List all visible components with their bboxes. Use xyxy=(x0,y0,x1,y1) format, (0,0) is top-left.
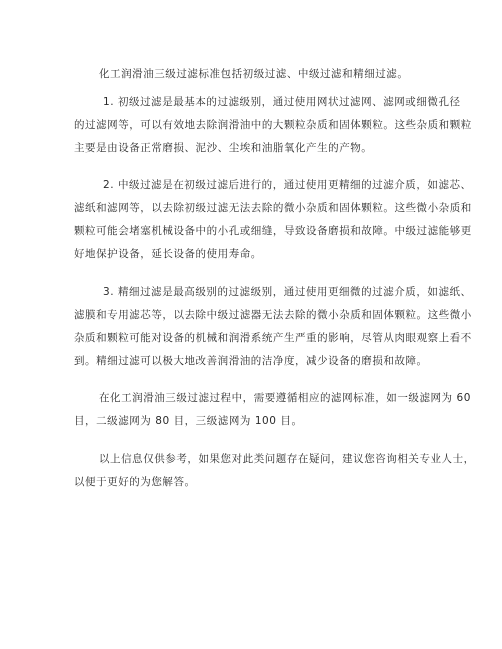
paragraph-3-line: 滤膜和专用滤芯等，以去除中级过滤器无法去除的微小杂质和固体颗粒。这些微小 xyxy=(74,309,472,321)
paragraph-2-line: 2. 中级过滤是在初级过滤后进行的，通过使用更精细的过滤介质，如滤芯、 xyxy=(103,179,472,191)
paragraph-4-line: 在化工润滑油三级过滤过程中，需要遵循相应的滤网标准，如一级滤网为 60 xyxy=(99,392,471,404)
paragraph-4-line: 目，二级滤网为 80 目，三级滤网为 100 目。 xyxy=(74,415,303,427)
paragraph-3-line: 3. 精细过滤是最高级别的过滤级别，通过使用更细微的过滤介质，如滤纸、 xyxy=(103,286,472,298)
paragraph-1-line: 1. 初级过滤是最基本的过滤级别，通过使用网状过滤网、滤网或细微孔径 xyxy=(103,96,461,108)
paragraph-2-line: 好地保护设备，延长设备的使用寿命。 xyxy=(74,248,262,260)
paragraph-5-line: 以便于更好的为您解答。 xyxy=(74,476,196,488)
paragraph-2-line: 颗粒可能会堵塞机械设备中的小孔或细缝，导致设备磨损和故障。中级过滤能够更 xyxy=(74,225,472,237)
paragraph-intro-line: 化工润滑油三级过滤标准包括初级过滤、中级过滤和精细过滤。 xyxy=(99,68,409,80)
paragraph-1-line: 主要是由设备正常磨损、泥沙、尘埃和油脂氧化产生的产物。 xyxy=(74,142,373,154)
paragraph-2-line: 滤纸和滤网等，以去除初级过滤无法去除的微小杂质和固体颗粒。这些微小杂质和 xyxy=(74,202,472,214)
paragraph-1-line: 的过滤网等，可以有效地去除润滑油中的大颗粒杂质和固体颗粒。这些杂质和颗粒 xyxy=(74,119,472,131)
paragraph-3-line: 杂质和颗粒可能对设备的机械和润滑系统产生严重的影响，尽管从肉眼观察上看不 xyxy=(74,332,472,344)
paragraph-3-line: 到。精细过滤可以极大地改善润滑油的洁净度，减少设备的磨损和故障。 xyxy=(74,355,428,367)
paragraph-5-line: 以上信息仅供参考，如果您对此类问题存在疑问，建议您咨询相关专业人士， xyxy=(99,453,475,465)
